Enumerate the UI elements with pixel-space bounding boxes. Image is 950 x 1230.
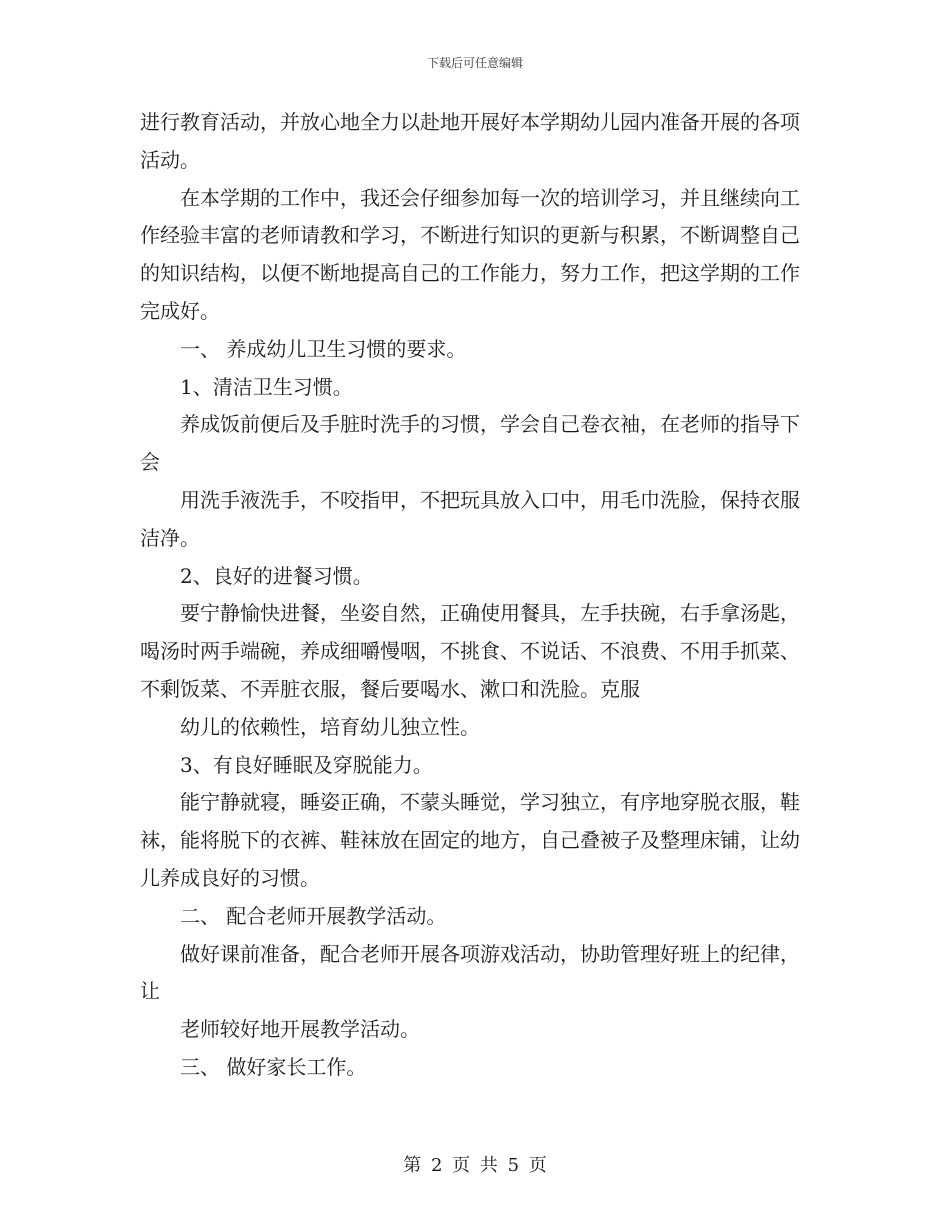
paragraph: 在本学期的工作中，我还会仔细参加每一次的培训学习，并且继续向工作经验丰富的老师请教和学习，不断进行知识的更新与积累，不断调整自己的知识结构，以便不断地提高自己的工作能力，努力工作，把这学期的工作完成好。 bbox=[140, 185, 800, 323]
section-heading: 一、 养成幼儿卫生习惯的要求。 bbox=[180, 336, 467, 361]
paragraph: 做好课前准备，配合老师开展各项游戏活动，协助管理好班上的纪律，让 bbox=[140, 941, 800, 1004]
section-heading: 二、 配合老师开展教学活动。 bbox=[180, 903, 447, 928]
section-heading: 三、 做好家长工作。 bbox=[180, 1054, 367, 1079]
page-number: 第 2 页 共 5 页 bbox=[403, 1155, 547, 1176]
subsection-heading: 2、良好的进餐习惯。 bbox=[180, 563, 373, 588]
paragraph: 养成饭前便后及手脏时洗手的习惯，学会自己卷衣袖，在老师的指导下会 bbox=[140, 412, 800, 475]
paragraph: 能宁静就寝，睡姿正确，不蒙头睡觉，学习独立，有序地穿脱衣服，鞋袜，能将脱下的衣裤、鞋袜放在固定的地方，自己叠被子及整理床铺，让幼儿养成良好的习惯。 bbox=[140, 790, 800, 890]
paragraph: 用洗手液洗手，不咬指甲，不把玩具放入口中，用毛巾洗脸，保持衣服洁净。 bbox=[140, 487, 800, 550]
document-body bbox=[140, 104, 800, 1087]
paragraph: 老师较好地开展教学活动。 bbox=[180, 1017, 420, 1042]
subsection-heading: 1、清洁卫生习惯。 bbox=[180, 374, 353, 399]
paragraph: 幼儿的依赖性，培育幼儿独立性。 bbox=[180, 714, 480, 739]
page-header: 下载后可任意编辑 bbox=[426, 56, 523, 70]
paragraph: 要宁静愉快进餐，坐姿自然，正确使用餐具，左手扶碗，右手拿汤匙，喝汤时两手端碗，养成细嚼慢咽，不挑食、不说话、不浪费、不用手抓菜、不剩饭菜、不弄脏衣服，餐后要喝水、漱口和洗脸。克服 bbox=[140, 601, 800, 701]
paragraph: 进行教育活动，并放心地全力以赴地开展好本学期幼儿园内准备开展的各项活动。 bbox=[140, 110, 800, 172]
subsection-heading: 3、有良好睡眠及穿脱能力。 bbox=[180, 752, 433, 777]
